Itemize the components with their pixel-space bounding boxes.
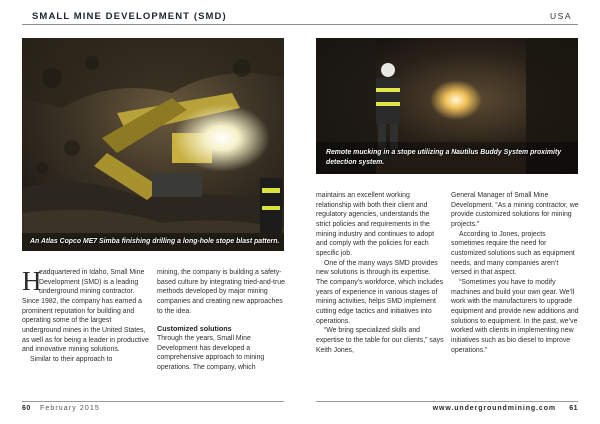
subheading: Customized solutions xyxy=(157,324,232,334)
article-column-1 xyxy=(22,268,150,365)
website-link[interactable]: www.undergroundmining.com xyxy=(432,405,556,412)
section-title: SMALL MINE DEVELOPMENT (SMD) xyxy=(32,11,227,22)
right-page-number: 61 xyxy=(569,405,578,412)
article-column-2 xyxy=(157,268,285,373)
article-paragraph: Through the years, Small Mine Development has developed a comprehensive approach to mining operations. The company, which xyxy=(157,334,265,371)
country-label: USA xyxy=(550,11,572,21)
article-first-line: eadquartered in Idaho, Small xyxy=(39,269,128,276)
article-paragraph: “We bring specialized skills and expertise to the table for our clients,” says Keith Jones, xyxy=(316,327,444,354)
issue-date: February 2015 xyxy=(40,405,100,412)
drill-rig-photo xyxy=(22,38,284,251)
article-paragraph: One of the many ways SMD provides new solutions is through its expertise. The company’s workforce, which includes years of experience in various stages of mining activities, helps SMD implement cutting edge tactics and initiatives into operations. xyxy=(316,259,444,325)
article-paragraph: General Manager of Small Mine Development. “As a mining contractor, we provide customized solutions for mining projects.” xyxy=(451,192,579,228)
article-paragraph: Mine Development (SMD) is a leading underground mining contractor. Since 1982, the company has earned a prominent reputation for building and operating some of the largest underground mines in the United States, as well as for being a leader in productive and innovative mining solutions. xyxy=(22,269,149,354)
header-divider xyxy=(22,24,578,25)
article-paragraph: maintains an excellent working relationship with both their client and regulatory agencies, understands the strict policies and requirements in the mining industry and continues to adopt and comply with the policies for each specific job. xyxy=(316,192,434,257)
drop-cap: H xyxy=(22,266,42,296)
footer-divider xyxy=(22,401,284,402)
right-photo-caption: Remote mucking in a stope utilizing a Nautilus Buddy System proximity detection system. xyxy=(326,149,562,166)
left-photo-caption: An Atlas Copco ME7 Simba finishing drilling a long-hole stope blast pattern. xyxy=(30,238,280,245)
page-header xyxy=(22,6,578,28)
article-paragraph: mining, the company is building a safety-based culture by integrating tried-and-true methods developed by major mining companies and creating new approaches to the idea. xyxy=(157,269,285,315)
article-paragraph: “Sometimes you have to modify machines and build your own gear. We’ll work with the manufacturers to upgrade equipment and provide new additions and solutions to equipment. In the past, we’ve worked with clients in implementing new initiatives such as bio diesel to improve operations.” xyxy=(451,278,579,354)
article-paragraph: Similar to their approach to xyxy=(30,355,113,363)
article-paragraph: According to Jones, projects sometimes require the need for customized solutions such as equipment needs, and many companies aren’t versed in that aspect. xyxy=(451,230,575,277)
article-column-3 xyxy=(316,191,444,355)
footer-divider xyxy=(316,401,578,402)
article-column-4 xyxy=(451,191,579,355)
left-page-number: 60 xyxy=(22,405,31,412)
